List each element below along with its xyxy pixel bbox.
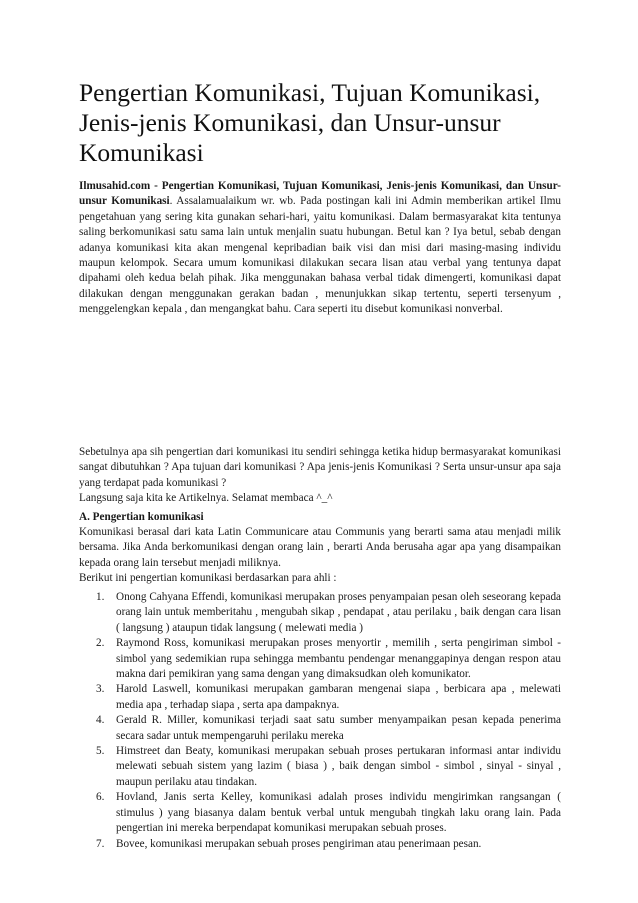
list-number: 5. [96,745,105,758]
question-text: Sebetulnya apa sih pengertian dari komunikasi itu sendiri sehingga ketika hidup bermasyarakat komunikasi sangat dibutuhkan ? Apa tujuan dari komunikasi ? Apa jenis-jenis Komunikasi ? Serta unsur-unsur apa saja yang terdapat pada komunikasi ? [79,446,561,489]
list-number: 7. [96,837,105,850]
intro-lead: Ilmusahid.com - Pengertian Komunikasi, Tujuan Komunikasi, Jenis-jenis Komunikasi, dan Unsur-unsur Komunikasi [79,180,561,208]
list-item [79,790,561,836]
list-item-text: Bovee, komunikasi merupakan sebuah proses pengiriman atau penerimaan pesan. [116,837,482,850]
list-item [79,837,561,852]
list-item-text: Gerald R. Miller, komunikasi terjadi saat satu sumber menyampaikan pesan kepada penerima secara sadar untuk mempengaruhi perilaku mereka [116,714,561,742]
list-item [79,713,561,744]
list-item [79,744,561,790]
reading-invitation: Langsung saja kita ke Artikelnya. Selamat membaca ^_^ [79,492,333,505]
list-number: 6. [96,791,105,804]
list-item-text: Himstreet dan Beaty, komunikasi merupakan sebuah proses pertukaran informasi antar individu melewati sebuah sistem yang lazim ( biasa ) , baik dengan simbol - simbol , sinyal - sinyal , maupun perilaku atau tindakan. [116,745,561,788]
section-a-paragraph [79,525,561,587]
list-item [79,590,561,636]
list-number: 3. [96,683,105,696]
list-item-text: Raymond Ross, komunikasi merupakan proses menyortir , memilih , serta pengiriman simbol - simbol yang sedemikian rupa sehingga membantu pendengar menanggapinya dengan respon atau makna dari pemikiran yang sama dengan yang dimaksudkan oleh komunikator. [116,637,561,681]
list-item [79,682,561,713]
list-item-text: Harold Laswell, komunikasi merupakan gambaran mengenai siapa , berbicara apa , melewati media apa , terhadap siapa , serta apa dampaknya. [116,683,561,711]
list-number: 1. [96,591,105,603]
list-item [79,636,561,682]
list-item-text: Hovland, Janis serta Kelley, komunikasi adalah proses individu mengirimkan rangsangan ( stimulus ) yang biasanya dalam bentuk verbal untuk mengubah tingkah laku orang lain. Pada pengertian ini mereka berpendapat komunikasi merupakan sebuah proses. [116,791,561,835]
section-a-heading: A. Pengertian komunikasi [79,511,204,523]
article-title: Pengertian Komunikasi, Tujuan Komunikasi, Jenis-jenis Komunikasi, dan Unsur-unsur Komunikasi [79,78,541,167]
definitions-list [79,590,561,852]
intro-body: . Assalamualaikum wr. wb. Pada postingan kali ini Admin memberikan artikel Ilmu pengetahuan yang sering kita gunakan sehari-hari, yaitu komunikasi. Dalam bermasyarakat kita tentunya saling berkomunikasi satu sama lain untuk menjalin suatu hubungan. Betul kan ? Iya betul, sebab dengan adanya komunikasi kita akan mengenal kepribadian baik visi dan misi dari masing-masing individu maupun kelompok. Secara umum komunikasi dilakukan secara lisan atau verbal yang tentunya dapat dipahami oleh kedua belah pihak. Jika menggunakan bahasa verbal tidak dimengerti, komunikasi dapat dilakukan dengan menggunakan gerakan badan , menunjukkan sikap tertentu, seperti tersenyum , menggelengkan kepala , dan mengangkat bahu. Cara seperti itu disebut komunikasi nonverbal. [79,195,561,316]
question-paragraph [79,445,561,507]
section-a-list-intro: Berikut ini pengertian komunikasi berdasarkan para ahli : [79,572,337,585]
section-a-body: Komunikasi berasal dari kata Latin Communicare atau Communis yang berarti sama atau menjadi milik bersama. Jika Anda berkomunikasi dengan orang lain , berarti Anda berusaha agar apa yang disampaikan kepada orang lain tersebut menjadi miliknya. [79,526,561,569]
list-number: 4. [96,714,105,727]
list-number: 2. [96,637,105,650]
intro-paragraph [79,179,561,318]
list-item-text: Onong Cahyana Effendi, komunikasi merupakan proses penyampaian pesan oleh seseorang kepada orang lain untuk memberitahu , mengubah sikap , pendapat , atau perilaku , baik dengan cara lisan ( langsung ) ataupun tidak langsung ( melewati media ) [116,591,561,634]
